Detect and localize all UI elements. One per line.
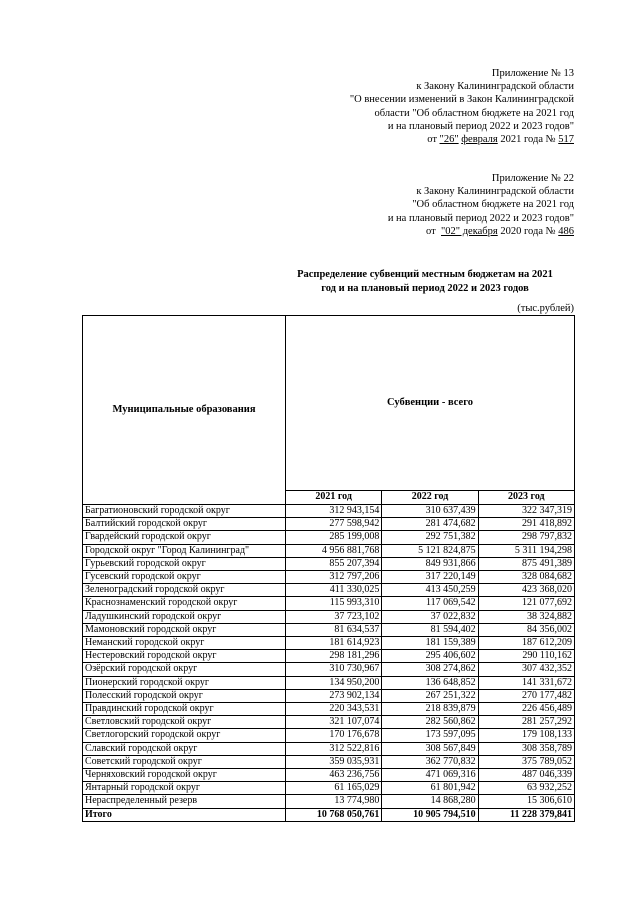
value-2021: 273 902,134 xyxy=(286,689,382,702)
value-2023: 328 084,682 xyxy=(478,571,574,584)
date-day: "26" xyxy=(439,134,459,146)
value-2023: 141 331,672 xyxy=(478,676,574,689)
table-row xyxy=(83,729,575,742)
value-2022: 308 567,849 xyxy=(382,742,478,755)
value-2023: 322 347,319 xyxy=(478,505,574,518)
value-2022: 413 450,259 xyxy=(382,584,478,597)
value-2022: 317 220,149 xyxy=(382,571,478,584)
header-year-2023: 2023 год xyxy=(478,491,574,505)
municipality-name: Неманский городской округ xyxy=(83,637,286,650)
value-2021: 359 035,931 xyxy=(286,755,382,768)
table-row xyxy=(83,795,575,808)
municipality-name: Нестеровский городской округ xyxy=(83,650,286,663)
value-2021: 310 730,967 xyxy=(286,663,382,676)
value-2021: 134 950,200 xyxy=(286,676,382,689)
header-current-law xyxy=(350,67,574,146)
table-row xyxy=(83,623,575,636)
value-2023: 875 491,389 xyxy=(478,557,574,570)
value-2023: 121 077,692 xyxy=(478,597,574,610)
municipality-name: Светловский городской округ xyxy=(83,716,286,729)
subventions-table xyxy=(82,315,575,822)
table-row xyxy=(83,742,575,755)
header-year-2021: 2021 год xyxy=(286,491,382,505)
value-2022: 81 594,402 xyxy=(382,623,478,636)
table-row xyxy=(83,650,575,663)
value-2023: 281 257,292 xyxy=(478,716,574,729)
table-row xyxy=(83,531,575,544)
to-law: к Закону Калининградской области xyxy=(416,186,574,198)
value-2021: 855 207,394 xyxy=(286,557,382,570)
municipality-name: Правдинский городской округ xyxy=(83,703,286,716)
value-2021: 463 236,756 xyxy=(286,769,382,782)
municipality-name: Краснознаменский городской округ xyxy=(83,597,286,610)
municipality-name: Янтарный городской округ xyxy=(83,782,286,795)
units-label: (тыс.рублей) xyxy=(517,303,574,314)
municipality-name: Балтийский городской округ xyxy=(83,518,286,531)
municipality-name: Городской округ "Город Калининград" xyxy=(83,544,286,557)
value-2023: 308 358,789 xyxy=(478,742,574,755)
value-2023: 63 932,252 xyxy=(478,782,574,795)
municipality-name: Мамоновский городской округ xyxy=(83,623,286,636)
value-2023: 15 306,610 xyxy=(478,795,574,808)
municipality-name: Славский городской округ xyxy=(83,742,286,755)
total-2022: 10 905 794,510 xyxy=(382,808,478,821)
header-subventions: Субвенции - всего xyxy=(286,316,575,491)
value-2022: 308 274,862 xyxy=(382,663,478,676)
value-2022: 471 069,316 xyxy=(382,769,478,782)
table-row xyxy=(83,518,575,531)
value-2023: 298 797,832 xyxy=(478,531,574,544)
municipality-name: Зеленоградский городской округ xyxy=(83,584,286,597)
value-2022: 173 597,095 xyxy=(382,729,478,742)
law-date xyxy=(350,133,574,146)
total-2023: 11 228 379,841 xyxy=(478,808,574,821)
value-2023: 38 324,882 xyxy=(478,610,574,623)
value-2023: 307 432,352 xyxy=(478,663,574,676)
value-2023: 84 356,002 xyxy=(478,623,574,636)
date-day-month: "02" декабря xyxy=(441,225,498,237)
total-2021: 10 768 050,761 xyxy=(286,808,382,821)
table-row xyxy=(83,557,575,570)
value-2021: 312 943,154 xyxy=(286,505,382,518)
table-row xyxy=(83,676,575,689)
to-law: к Закону Калининградской области xyxy=(416,81,574,93)
law-date xyxy=(388,225,574,238)
total-label: Итого xyxy=(83,808,286,821)
law-title-line: "О внесении изменений в Закон Калининградской xyxy=(349,94,574,106)
header-original-law xyxy=(388,172,574,238)
title-line: год и на плановый период 2022 и 2023 годов xyxy=(321,283,529,294)
table-row xyxy=(83,769,575,782)
header-year-2022: 2022 год xyxy=(382,491,478,505)
header-municipalities: Муниципальные образования xyxy=(83,316,286,505)
value-2022: 181 159,389 xyxy=(382,637,478,650)
table-body xyxy=(83,505,575,822)
law-title-line: "Об областном бюджете на 2021 год xyxy=(412,199,574,211)
date-prefix: от xyxy=(427,134,440,146)
law-title-line: и на плановый период 2022 и 2023 годов" xyxy=(387,120,574,132)
table-row xyxy=(83,782,575,795)
municipality-name: Советский городской округ xyxy=(83,755,286,768)
value-2023: 423 368,020 xyxy=(478,584,574,597)
total-row xyxy=(83,808,575,821)
table-row xyxy=(83,703,575,716)
date-year: 2021 года № xyxy=(497,134,559,146)
table-row xyxy=(83,637,575,650)
municipality-name: Светлогорский городской округ xyxy=(83,729,286,742)
value-2023: 187 612,209 xyxy=(478,637,574,650)
municipality-name: Озёрский городской округ xyxy=(83,663,286,676)
municipality-name: Гусевский городской округ xyxy=(83,571,286,584)
value-2023: 290 110,162 xyxy=(478,650,574,663)
value-2021: 277 598,942 xyxy=(286,518,382,531)
value-2022: 218 839,879 xyxy=(382,703,478,716)
value-2021: 181 614,923 xyxy=(286,637,382,650)
value-2021: 312 522,816 xyxy=(286,742,382,755)
value-2021: 115 993,310 xyxy=(286,597,382,610)
document-title xyxy=(280,268,570,296)
value-2021: 411 330,025 xyxy=(286,584,382,597)
value-2023: 375 789,052 xyxy=(478,755,574,768)
municipality-name: Багратионовский городской округ xyxy=(83,505,286,518)
value-2021: 37 723,102 xyxy=(286,610,382,623)
value-2022: 310 637,439 xyxy=(382,505,478,518)
appendix-number: Приложение № 13 xyxy=(491,68,574,79)
value-2022: 292 751,382 xyxy=(382,531,478,544)
table-row xyxy=(83,597,575,610)
value-2021: 220 343,531 xyxy=(286,703,382,716)
value-2023: 487 046,339 xyxy=(478,769,574,782)
municipality-name: Полесский городской округ xyxy=(83,689,286,702)
law-title-line: и на плановый период 2022 и 2023 годов" xyxy=(387,212,574,224)
value-2022: 37 022,832 xyxy=(382,610,478,623)
law-title-line: области "Об областном бюджете на 2021 год xyxy=(374,107,574,119)
table-row xyxy=(83,505,575,518)
appendix-number: Приложение № 22 xyxy=(491,173,574,184)
municipality-name: Черняховский городской округ xyxy=(83,769,286,782)
law-number: 517 xyxy=(558,134,574,146)
municipality-name: Гвардейский городской округ xyxy=(83,531,286,544)
value-2022: 267 251,322 xyxy=(382,689,478,702)
law-number: 486 xyxy=(558,225,574,237)
value-2023: 5 311 194,298 xyxy=(478,544,574,557)
value-2021: 4 956 881,768 xyxy=(286,544,382,557)
value-2021: 13 774,980 xyxy=(286,795,382,808)
value-2021: 170 176,678 xyxy=(286,729,382,742)
table-row xyxy=(83,584,575,597)
value-2021: 298 181,296 xyxy=(286,650,382,663)
table-row xyxy=(83,544,575,557)
value-2022: 5 121 824,875 xyxy=(382,544,478,557)
value-2021: 81 634,537 xyxy=(286,623,382,636)
table-row xyxy=(83,571,575,584)
value-2022: 281 474,682 xyxy=(382,518,478,531)
date-month: февраля xyxy=(461,134,498,146)
value-2022: 362 770,832 xyxy=(382,755,478,768)
value-2023: 226 456,489 xyxy=(478,703,574,716)
value-2023: 270 177,482 xyxy=(478,689,574,702)
table-row xyxy=(83,755,575,768)
municipality-name: Нераспределенный резерв xyxy=(83,795,286,808)
date-prefix: от xyxy=(426,225,441,237)
table-row xyxy=(83,716,575,729)
municipality-name: Гурьевский городской округ xyxy=(83,557,286,570)
value-2023: 179 108,133 xyxy=(478,729,574,742)
value-2022: 136 648,852 xyxy=(382,676,478,689)
value-2021: 312 797,206 xyxy=(286,571,382,584)
value-2022: 849 931,866 xyxy=(382,557,478,570)
value-2023: 291 418,892 xyxy=(478,518,574,531)
value-2022: 282 560,862 xyxy=(382,716,478,729)
value-2022: 117 069,542 xyxy=(382,597,478,610)
value-2022: 14 868,280 xyxy=(382,795,478,808)
value-2022: 295 406,602 xyxy=(382,650,478,663)
title-line: Распределение субвенций местным бюджетам на 2021 xyxy=(297,269,553,280)
table-row xyxy=(83,610,575,623)
municipality-name: Пионерский городской округ xyxy=(83,676,286,689)
value-2022: 61 801,942 xyxy=(382,782,478,795)
date-year: 2020 года № xyxy=(497,225,559,237)
value-2021: 61 165,029 xyxy=(286,782,382,795)
table-row xyxy=(83,663,575,676)
value-2021: 321 107,074 xyxy=(286,716,382,729)
municipality-name: Ладушкинский городской округ xyxy=(83,610,286,623)
table-row xyxy=(83,689,575,702)
value-2021: 285 199,008 xyxy=(286,531,382,544)
